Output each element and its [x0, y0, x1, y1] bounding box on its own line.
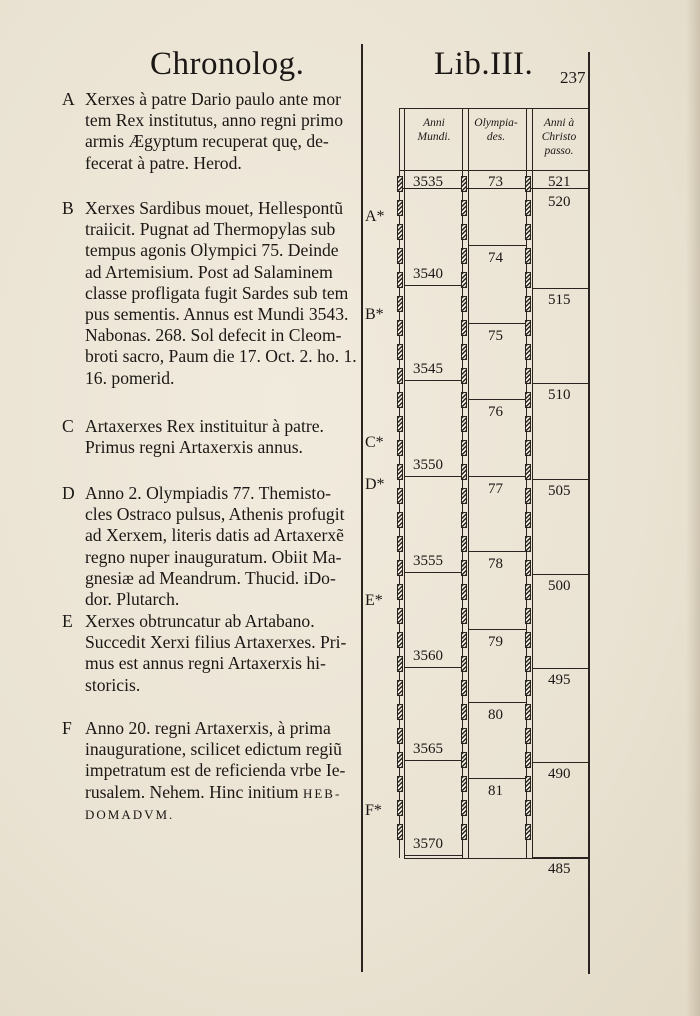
- olympiad-value: 78: [488, 556, 503, 572]
- table-vertical-rule: [468, 108, 469, 858]
- table-horizontal-rule: [468, 629, 526, 630]
- table-horizontal-rule: [404, 285, 462, 286]
- hatch-mark: [525, 752, 531, 768]
- anni-mundi-value: 3545: [413, 361, 443, 377]
- table-horizontal-rule: [468, 702, 526, 703]
- hatch-mark: [397, 440, 403, 456]
- entry-line: mus est annus regni Artaxerxis hi-: [85, 653, 326, 674]
- table-horizontal-rule: [468, 323, 526, 324]
- hatch-mark: [461, 680, 467, 696]
- olympiad-value: 76: [488, 404, 503, 420]
- entry-line: classe profligata fugit Sardes sub tem: [85, 282, 349, 303]
- entry-line: [85, 782, 375, 804]
- entry-line: ad Artemisium. Post ad Salaminem: [85, 261, 333, 282]
- anni-christo-value: 490: [548, 766, 571, 782]
- hatch-mark: [525, 632, 531, 648]
- hatch-mark: [525, 800, 531, 816]
- hatch-mark: [525, 680, 531, 696]
- hatch-mark: [461, 224, 467, 240]
- table-right-rule: [588, 52, 590, 974]
- hatch-mark: [397, 824, 403, 840]
- entry-letter: B: [62, 198, 74, 218]
- hatch-mark: [525, 320, 531, 336]
- hatch-mark: [525, 560, 531, 576]
- hatch-mark: [397, 608, 403, 624]
- table-vertical-rule: [404, 108, 405, 858]
- smallcaps-text: HEB-: [302, 785, 342, 801]
- olympiad-value: 80: [488, 707, 503, 723]
- hatch-mark: [461, 776, 467, 792]
- anni-christo-value: 500: [548, 578, 571, 594]
- hatch-mark: [461, 488, 467, 504]
- entry-line: Nabonas. 268. Sol defecit in Cleom-: [85, 325, 342, 346]
- running-header-right: Lib.III.: [434, 46, 534, 82]
- hatch-mark: [525, 608, 531, 624]
- hatch-mark: [397, 584, 403, 600]
- hatch-mark: [525, 224, 531, 240]
- table-vertical-rule: [462, 108, 463, 858]
- entry-line: 16. pomerid.: [85, 367, 175, 388]
- table-horizontal-rule: [532, 668, 588, 669]
- olympiad-value: 81: [488, 783, 503, 799]
- hatch-mark: [461, 320, 467, 336]
- hatch-mark: [397, 344, 403, 360]
- hatch-mark: [397, 200, 403, 216]
- hatch-mark: [397, 296, 403, 312]
- hatch-mark: [461, 176, 467, 192]
- hatch-mark: [397, 512, 403, 528]
- entry-line: storicis.: [85, 674, 141, 695]
- hatch-mark: [397, 680, 403, 696]
- hatch-mark: [525, 584, 531, 600]
- table-horizontal-rule: [532, 762, 588, 763]
- hatch-mark: [525, 296, 531, 312]
- hatch-mark: [461, 440, 467, 456]
- anni-mundi-value: 3540: [413, 266, 443, 282]
- entry-line: Anno 20. regni Artaxerxis, à prima: [85, 718, 331, 738]
- entry-line: Artaxerxes Rex instituitur à patre.: [85, 416, 324, 436]
- entry-line: armis Ægyptum recuperat quę, de-: [85, 131, 329, 152]
- table-horizontal-rule: [468, 399, 526, 400]
- hatch-mark: [525, 248, 531, 264]
- anni-christo-value: 505: [548, 483, 571, 499]
- entry-letter: C: [62, 416, 74, 436]
- hatch-mark: [397, 656, 403, 672]
- table-vertical-rule: [532, 108, 533, 858]
- entry-line: Primus regni Artaxerxis annus.: [85, 437, 303, 458]
- hatch-mark: [461, 296, 467, 312]
- hatch-mark: [397, 800, 403, 816]
- hatch-mark: [461, 368, 467, 384]
- table-horizontal-rule: [468, 778, 526, 779]
- anni-christo-value: 495: [548, 672, 571, 688]
- entry-line: Xerxes à patre Dario paulo ante mor: [85, 89, 341, 109]
- table-vertical-rule: [399, 108, 400, 858]
- hatch-mark: [525, 464, 531, 480]
- hatch-mark: [461, 824, 467, 840]
- hatch-mark: [525, 536, 531, 552]
- header-anni-mundi: Anni Mundi.: [417, 117, 451, 143]
- hatch-mark: [461, 632, 467, 648]
- header-anni-christo: Anni à Christo passo.: [541, 117, 577, 157]
- hatch-mark: [525, 776, 531, 792]
- hatch-mark: [461, 752, 467, 768]
- table-horizontal-rule: [404, 855, 462, 856]
- marginal-marker: B*: [365, 306, 384, 323]
- table-horizontal-rule: [468, 245, 526, 246]
- olympiad-value: 73: [488, 174, 503, 190]
- hatch-mark: [525, 488, 531, 504]
- hatch-mark: [525, 344, 531, 360]
- hatch-mark: [397, 248, 403, 264]
- hatch-mark: [397, 752, 403, 768]
- anni-christo-value: 510: [548, 387, 571, 403]
- hatch-mark: [397, 416, 403, 432]
- entry-line: Anno 2. Olympiadis 77. Themisto-: [85, 483, 331, 503]
- table-horizontal-rule: [532, 383, 588, 384]
- hatch-mark: [525, 416, 531, 432]
- entry-line-text: rusalem. Nehem. Hinc initium: [85, 781, 299, 802]
- hatch-mark: [525, 272, 531, 288]
- table-horizontal-rule: [404, 667, 462, 668]
- hatch-mark: [397, 536, 403, 552]
- entry-line: dor. Plutarch.: [85, 589, 180, 610]
- running-header-left: Chronolog.: [150, 46, 305, 82]
- hatch-mark: [525, 440, 531, 456]
- olympiad-value: 79: [488, 634, 503, 650]
- marginal-marker: C*: [365, 434, 384, 451]
- hatch-mark: [397, 728, 403, 744]
- hatch-mark: [397, 632, 403, 648]
- table-horizontal-rule: [404, 858, 590, 859]
- hatch-mark: [525, 824, 531, 840]
- olympiad-value: 77: [488, 481, 503, 497]
- entry-letter: E: [62, 611, 73, 631]
- marginal-marker: D*: [365, 476, 385, 493]
- entry-letter: F: [62, 718, 72, 738]
- table-horizontal-rule: [404, 572, 462, 573]
- hatch-mark: [525, 176, 531, 192]
- table-vertical-rule: [526, 108, 527, 858]
- anni-mundi-value: 3535: [413, 174, 443, 190]
- entry-line: gnesiæ ad Meandrum. Thucid. iDo-: [85, 567, 336, 588]
- hatch-mark: [461, 200, 467, 216]
- hatch-mark: [525, 704, 531, 720]
- hatch-mark: [397, 272, 403, 288]
- table-horizontal-rule: [532, 479, 588, 480]
- table-horizontal-rule: [404, 380, 462, 381]
- hatch-mark: [461, 248, 467, 264]
- hatch-mark: [397, 176, 403, 192]
- hatch-mark: [397, 560, 403, 576]
- table-horizontal-rule: [468, 476, 526, 477]
- anni-mundi-value: 3570: [413, 836, 443, 852]
- page-gutter-shadow: [686, 0, 700, 1016]
- entry-line: Xerxes obtruncatur ab Artabano.: [85, 611, 315, 631]
- marginal-marker: E*: [365, 592, 383, 609]
- entry-line: pus sementis. Annus est Mundi 3543.: [85, 304, 349, 325]
- hatch-mark: [461, 392, 467, 408]
- hatch-mark: [397, 392, 403, 408]
- table-horizontal-rule: [404, 760, 462, 761]
- table-horizontal-rule: [399, 170, 590, 171]
- anni-christo-value: 521: [548, 174, 571, 190]
- hatch-mark: [461, 272, 467, 288]
- hatch-mark: [525, 512, 531, 528]
- anni-mundi-value: 3550: [413, 457, 443, 473]
- olympiad-value: 74: [488, 250, 503, 266]
- marginal-marker: A*: [365, 208, 385, 225]
- table-horizontal-rule: [399, 108, 590, 109]
- hatch-mark: [461, 608, 467, 624]
- entry-line: tem Rex institutus, anno regni primo: [85, 110, 344, 131]
- anni-christo-value: 485: [548, 861, 571, 877]
- entry-line: inauguratione, scilicet edictum regiũ: [85, 739, 342, 760]
- hatch-mark: [397, 320, 403, 336]
- entry-line: fecerat à patre. Herod.: [85, 152, 242, 173]
- hatch-mark: [397, 224, 403, 240]
- olympiad-value: 75: [488, 328, 503, 344]
- hatch-mark: [461, 704, 467, 720]
- anni-christo-value: 520: [548, 194, 571, 210]
- entry-line: regno nuper inauguratum. Obiit Ma-: [85, 546, 342, 567]
- entry-line: impetratum est de reficienda vrbe Ie-: [85, 760, 346, 781]
- hatch-mark: [397, 704, 403, 720]
- hatch-mark: [461, 344, 467, 360]
- hatch-mark: [525, 656, 531, 672]
- hatch-mark: [461, 584, 467, 600]
- anni-mundi-value: 3560: [413, 648, 443, 664]
- table-horizontal-rule: [532, 288, 588, 289]
- hatch-mark: [461, 728, 467, 744]
- hatch-mark: [397, 776, 403, 792]
- table-horizontal-rule: [468, 551, 526, 552]
- table-horizontal-rule: [404, 476, 462, 477]
- page-number: 237: [560, 68, 586, 87]
- hatch-mark: [397, 368, 403, 384]
- hatch-mark: [461, 536, 467, 552]
- entry-line: Xerxes Sardibus mouet, Hellespontũ: [85, 198, 343, 218]
- anni-mundi-value: 3555: [413, 553, 443, 569]
- hatch-mark: [461, 416, 467, 432]
- entry-line: Succedit Xerxi filius Artaxerxes. Pri-: [85, 632, 347, 653]
- anni-mundi-value: 3565: [413, 741, 443, 757]
- hatch-mark: [461, 512, 467, 528]
- marginal-marker: F*: [365, 802, 382, 819]
- entry-line: broti sacro, Paum die 17. Oct. 2. ho. 1.: [85, 346, 357, 367]
- entry-letter: D: [62, 483, 75, 503]
- entry-line: tempus agonis Olympici 75. Deinde: [85, 240, 339, 261]
- hatch-mark: [461, 464, 467, 480]
- hatch-mark: [525, 368, 531, 384]
- entry-line: traiicit. Pugnat ad Thermopylas sub: [85, 219, 336, 240]
- hatch-mark: [397, 488, 403, 504]
- entry-line: cles Ostraco pulsus, Athenis profugit: [85, 504, 345, 525]
- table-horizontal-rule: [532, 574, 588, 575]
- entry-line: ad Xerxem, literis datis ad Artaxerxẽ: [85, 525, 344, 546]
- anni-christo-value: 515: [548, 292, 571, 308]
- hatch-mark: [525, 392, 531, 408]
- hatch-mark: [525, 200, 531, 216]
- hatch-mark: [461, 656, 467, 672]
- smallcaps-line: DOMADVM.: [85, 806, 175, 822]
- hatch-mark: [525, 728, 531, 744]
- hatch-mark: [397, 464, 403, 480]
- entry-letter: A: [62, 89, 75, 109]
- hatch-mark: [461, 560, 467, 576]
- header-olympiades: Olympia-des.: [474, 117, 518, 143]
- hatch-mark: [461, 800, 467, 816]
